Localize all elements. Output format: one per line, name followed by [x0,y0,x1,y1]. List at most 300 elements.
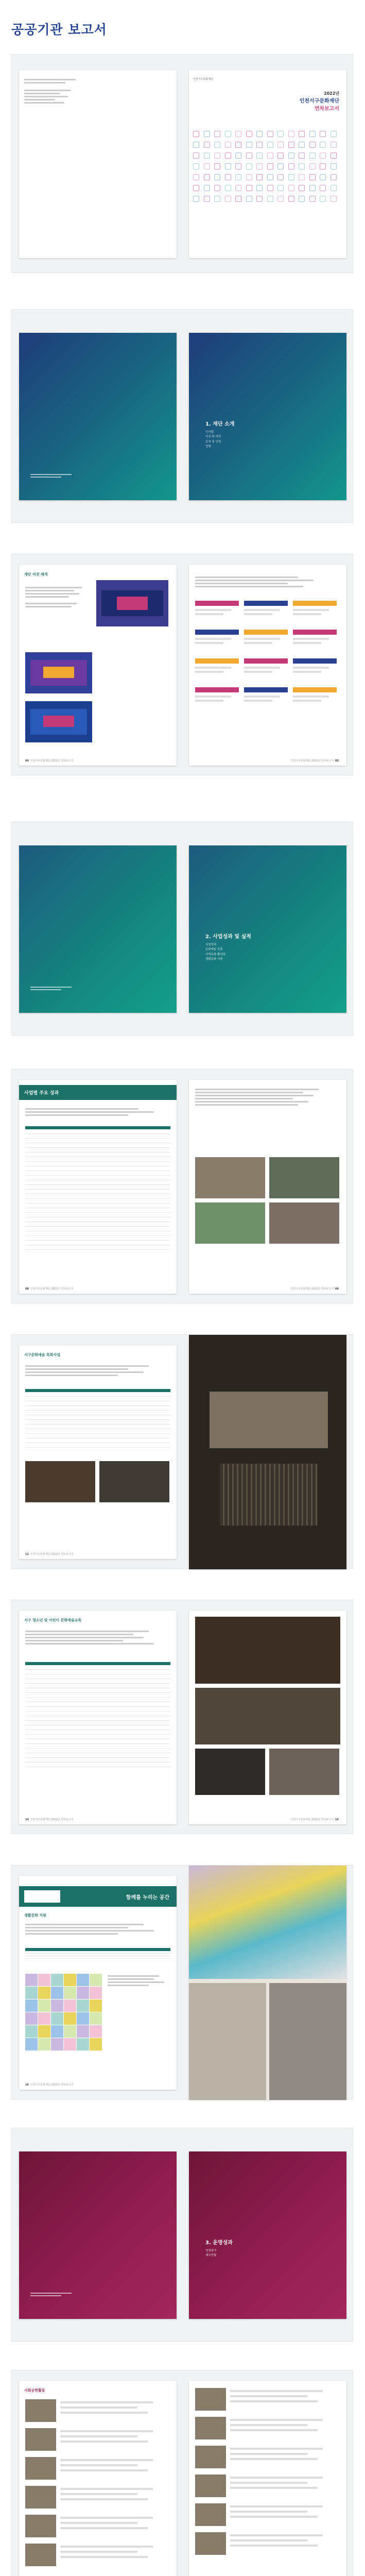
vision-goal-list [195,575,339,589]
table-row [25,1185,170,1190]
pattern-icon [277,142,284,148]
table-row [25,1730,170,1735]
education-heading: 서구 청소년 및 어린이 문화예술교육 [24,1618,82,1622]
table-row [25,1176,170,1180]
divider-title-one [205,419,234,449]
lifestyle-heading: 생활문화 지원 [24,1913,47,1918]
education-left-page [19,1611,177,1824]
pattern-icon [193,196,199,202]
pattern-icon [214,142,220,148]
performance-spread [11,1069,353,1303]
social-activity-list [25,2399,170,2574]
vision-diagram-blue [96,580,168,626]
table-row [25,1429,170,1434]
pattern-icon [309,185,316,191]
pattern-icon [299,174,305,180]
pattern-icon [193,185,199,191]
event-photo [195,1157,265,1198]
group-photo [269,1749,339,1795]
exhibition-seating [220,1464,318,1526]
table-row [25,1204,170,1208]
pattern-icon [225,131,231,137]
table-row [25,1129,170,1134]
pattern-icon [204,185,210,191]
table-row [25,1236,170,1241]
social-left-page [19,2381,177,2576]
table-row [25,1148,170,1153]
map-cell [64,2012,76,2025]
cover-icon-pattern [193,131,342,208]
divider-title-three [205,2238,233,2259]
pattern-icon [320,163,326,170]
goal-card [244,658,288,681]
divider-left-page-one [19,333,177,500]
pattern-icon [309,152,316,159]
pattern-icon [267,131,273,137]
pattern-icon [204,163,210,170]
event-photo [269,1202,339,1244]
map-cell [25,2012,38,2025]
vision-heading: 재단 비전 체계 [24,572,48,577]
exhibition-photo-page [189,1335,346,1569]
performance-right-page [189,1080,346,1294]
pattern-icon [225,152,231,159]
map-cell [64,1974,76,1986]
lifestyle-spread [11,1865,353,2099]
map-cell [38,1999,50,2012]
pattern-icon [331,142,337,148]
map-cell [77,2012,89,2025]
pattern-icon [235,185,241,191]
divider-right-page-two [189,845,346,1013]
pattern-icon [320,174,326,180]
table-row [25,1744,170,1749]
pattern-icon [288,163,294,170]
pattern-icon [299,185,305,191]
pattern-icon [299,196,305,202]
map-cell [51,1999,63,2012]
divider-spread-two [11,822,353,1036]
pattern-icon [225,185,231,191]
table-row [25,1762,170,1767]
vision-diagram-navy [25,701,92,742]
table-row [25,1208,170,1213]
program-spread [11,1334,353,1569]
program-left-page [19,1345,177,1559]
table-row [25,1753,170,1758]
pattern-icon [331,131,337,137]
social-right-list [195,2388,340,2573]
map-cell [90,1999,102,2012]
map-cell [51,2025,63,2038]
performance-table [25,1126,170,1260]
map-cell [51,2012,63,2025]
table-row [25,1693,170,1698]
map-cell [38,2012,50,2025]
divider-spread-one [11,309,353,523]
table-row [25,1406,170,1411]
table-row [25,1707,170,1711]
divider-one-item: 조직 및 인력 [205,440,221,444]
map-cell [64,1999,76,2012]
pattern-icon [256,163,263,170]
table-row [25,1443,170,1448]
map-cell [64,2025,76,2038]
table-row [25,1157,170,1162]
pattern-icon [193,131,199,137]
cover-year: 2022년 [324,91,339,96]
map-cell [25,2038,38,2050]
map-cell [90,2025,102,2038]
pattern-icon [288,131,294,137]
map-cell [90,1987,102,1999]
interior-photo [189,1983,266,2100]
social-right-page [189,2381,346,2576]
table-row [25,1739,170,1744]
pattern-icon [277,152,284,159]
map-cell [25,1974,38,1986]
goal-card [244,630,288,652]
table-row [25,1415,170,1420]
pattern-icon [309,174,316,180]
pattern-icon [246,163,252,170]
map-cell [77,2038,89,2050]
vision-right-page [189,565,346,766]
pattern-icon [277,196,284,202]
table-row [25,1213,170,1217]
cover-title-block [300,91,339,112]
stage-photo [99,1461,169,1502]
pattern-icon [246,152,252,159]
pattern-icon [193,152,199,159]
goal-card [293,687,337,710]
installation-photo [189,1866,346,1979]
pattern-icon [256,174,263,180]
pattern-icon [235,152,241,159]
pattern-icon [214,163,220,170]
pattern-icon [309,142,316,148]
pattern-icon [204,174,210,180]
map-cell [25,1987,38,1999]
pattern-icon [331,152,337,159]
map-cell [90,2038,102,2050]
table-row [25,1392,170,1397]
table-row [25,1411,170,1415]
pattern-icon [277,185,284,191]
table-row [25,1245,170,1250]
divider-two-item: 사업성과 [205,943,217,946]
pattern-icon [214,196,220,202]
pattern-icon [204,196,210,202]
divider-three-item: 재무현황 [205,2254,217,2258]
map-cell [38,2038,50,2050]
goal-card [244,601,288,623]
pattern-icon [193,174,199,180]
pattern-icon [225,174,231,180]
table-row [25,1749,170,1753]
audience-photo [195,1688,340,1744]
goal-card [293,630,337,652]
table-row [25,1679,170,1684]
pattern-icon [204,142,210,148]
table-row [25,1711,170,1716]
table-row [25,1735,170,1739]
divider-one-title: 1. 재단 소개 [205,421,235,427]
event-photo [195,1202,265,1244]
goal-card [293,601,337,623]
pattern-icon [267,142,273,148]
pattern-icon [256,131,263,137]
divider-one-item: 연혁 [205,445,211,449]
divider-two-item: 문화예술 진흥 [205,948,223,952]
list-item [25,2515,170,2540]
education-table [25,1662,170,1781]
pattern-icon [246,185,252,191]
page-footer: 인천서구문화재단 2022년 연차보고서 05 [290,759,339,762]
list-item [195,2475,340,2500]
table-row [25,1143,170,1148]
list-item [25,2486,170,2512]
vision-goal-cards [195,601,339,719]
vision-diagram-purple [25,652,92,693]
table-row [25,1758,170,1762]
cover-spread [11,54,353,273]
pattern-icon [256,142,263,148]
page-footer: 04 인천서구문화재단 2022년 연차보고서 [25,759,74,762]
vision-spread [11,554,353,775]
front-cover-page [189,70,346,258]
pattern-icon [193,163,199,170]
program-table [25,1389,170,1451]
pattern-icon [214,152,220,159]
pattern-icon [225,163,231,170]
map-cell [90,2012,102,2025]
table-row [25,1434,170,1438]
pattern-icon [235,163,241,170]
goal-card [195,658,239,681]
pattern-icon [246,142,252,148]
pattern-icon [277,131,284,137]
goal-card [195,630,239,652]
pattern-icon [267,196,273,202]
list-item [195,2446,340,2471]
event-photo [269,1157,339,1198]
divider-one-item: 인사말 [205,431,214,434]
pattern-icon [288,174,294,180]
table-row [25,1139,170,1143]
pattern-icon [299,131,305,137]
pattern-icon [235,196,241,202]
table-row [25,1721,170,1725]
pattern-icon [320,131,326,137]
list-item [25,2457,170,2483]
goal-card [195,601,239,623]
pattern-icon [309,196,316,202]
pattern-icon [267,163,273,170]
pattern-icon [320,196,326,202]
program-text [25,1364,169,1378]
social-heading: 사회공헌활동 [24,2388,45,2393]
space-floor-map [25,1974,102,2051]
map-cell [38,2025,50,2038]
performance-text [25,1107,169,1117]
pattern-icon [299,142,305,148]
pattern-icon [331,185,337,191]
divider-three-title: 3. 운영성과 [205,2240,233,2246]
list-item [25,2428,170,2454]
table-row [25,1425,170,1429]
pattern-icon [235,174,241,180]
pattern-icon [214,131,220,137]
pattern-icon [288,185,294,191]
pattern-icon [299,152,305,159]
table-row [25,1688,170,1693]
divider-right-page-three [189,2151,346,2319]
pattern-icon [256,152,263,159]
education-spread [11,1600,353,1834]
table-row [25,1716,170,1721]
pattern-icon [288,196,294,202]
pattern-icon [331,163,337,170]
divider-two-title: 2. 사업성과 및 실적 [205,934,251,940]
performance-heading: 사업별 주요 성과 [19,1085,177,1100]
pattern-icon [246,131,252,137]
list-item [195,2388,340,2414]
pattern-icon [309,163,316,170]
divider-caption [30,474,72,478]
list-item [195,2532,340,2558]
back-cover-text [24,77,81,105]
goal-card [293,658,337,681]
pattern-icon [288,152,294,159]
table-row [25,1702,170,1707]
pattern-icon [331,196,337,202]
pattern-icon [235,142,241,148]
table-row [25,1397,170,1401]
map-cell [38,1974,50,1986]
list-item [25,2544,170,2569]
pattern-icon [225,142,231,148]
map-cell [25,2025,38,2038]
pattern-icon [235,131,241,137]
pattern-icon [320,142,326,148]
table-row [25,1162,170,1166]
pattern-icon [299,163,305,170]
cover-title: 인천서구문화재단 [299,98,339,104]
pattern-icon [267,152,273,159]
cover-org-small: 인천서구문화재단 [193,78,213,81]
social-spread [11,2370,353,2576]
table-row [25,1180,170,1185]
lifestyle-left-page [19,1876,177,2090]
back-cover-page [19,70,177,258]
education-text [25,1629,169,1646]
divider-two-item: 생활문화 지원 [205,958,223,961]
page-footer: 08 인천서구문화재단 2022년 연차보고서 [25,1287,74,1291]
space-photo-page [189,1866,346,2100]
map-cell [77,1999,89,2012]
pattern-icon [214,185,220,191]
table-row [25,1665,170,1670]
list-item [195,2503,340,2529]
table-row [25,1227,170,1231]
interior-photo [269,1983,346,2100]
pattern-icon [256,196,263,202]
pattern-icon [288,142,294,148]
divider-one-item: 미션 및 비전 [205,435,221,439]
pattern-icon [267,174,273,180]
page-footer: 14 인천서구문화재단 2022년 연차보고서 [25,1818,74,1821]
performance-photo [195,1749,265,1795]
vision-left-page [19,565,177,766]
table-row [25,1217,170,1222]
table-row [25,1401,170,1406]
map-cell [77,1987,89,1999]
divider-caption [30,987,72,990]
table-row [25,1222,170,1227]
map-cell [51,2038,63,2050]
lifestyle-banner-text: 함께를 누리는 공간 [126,1895,169,1901]
divider-two-item: 지역문화 활성화 [205,953,225,956]
pattern-icon [331,174,337,180]
list-item [25,2399,170,2425]
concert-photo [195,1617,340,1684]
exhibition-screen [210,1392,328,1448]
table-row [25,1725,170,1730]
pattern-icon [193,142,199,148]
page-footer: 인천서구문화재단 2022년 연차보고서 15 [290,1818,339,1821]
map-cell [77,1974,89,1986]
section-title: 공공기관 보고서 [11,22,107,37]
pattern-icon [320,185,326,191]
map-cell [51,1974,63,1986]
table-row [25,1190,170,1194]
table-row [25,1438,170,1443]
divider-right-page-one [189,333,346,500]
goal-card [195,687,239,710]
pattern-icon [256,185,263,191]
lifestyle-banner [19,1886,177,1907]
pattern-icon [204,131,210,137]
map-cell [38,1987,50,1999]
table-row [25,1674,170,1679]
map-legend [108,1974,169,1988]
pattern-icon [320,152,326,159]
table-row [25,1153,170,1157]
divider-left-page-two [19,845,177,1013]
pattern-icon [225,196,231,202]
table-row [25,1684,170,1688]
map-cell [64,2038,76,2050]
goal-card [244,687,288,710]
pattern-icon [277,163,284,170]
stage-photo [25,1461,95,1502]
table-row [25,1194,170,1199]
table-row [25,1420,170,1425]
lifestyle-table [25,1948,170,1963]
pattern-icon [309,131,316,137]
performance-right-text [195,1087,339,1107]
map-cell [77,2025,89,2038]
list-item [195,2417,340,2443]
program-heading: 서구문화예술 특화사업 [24,1353,61,1357]
education-right-page [189,1611,346,1824]
pattern-icon [246,174,252,180]
table-row [25,1166,170,1171]
pattern-icon [214,174,220,180]
pattern-icon [267,185,273,191]
cover-subtitle: 연차보고서 [314,106,339,112]
